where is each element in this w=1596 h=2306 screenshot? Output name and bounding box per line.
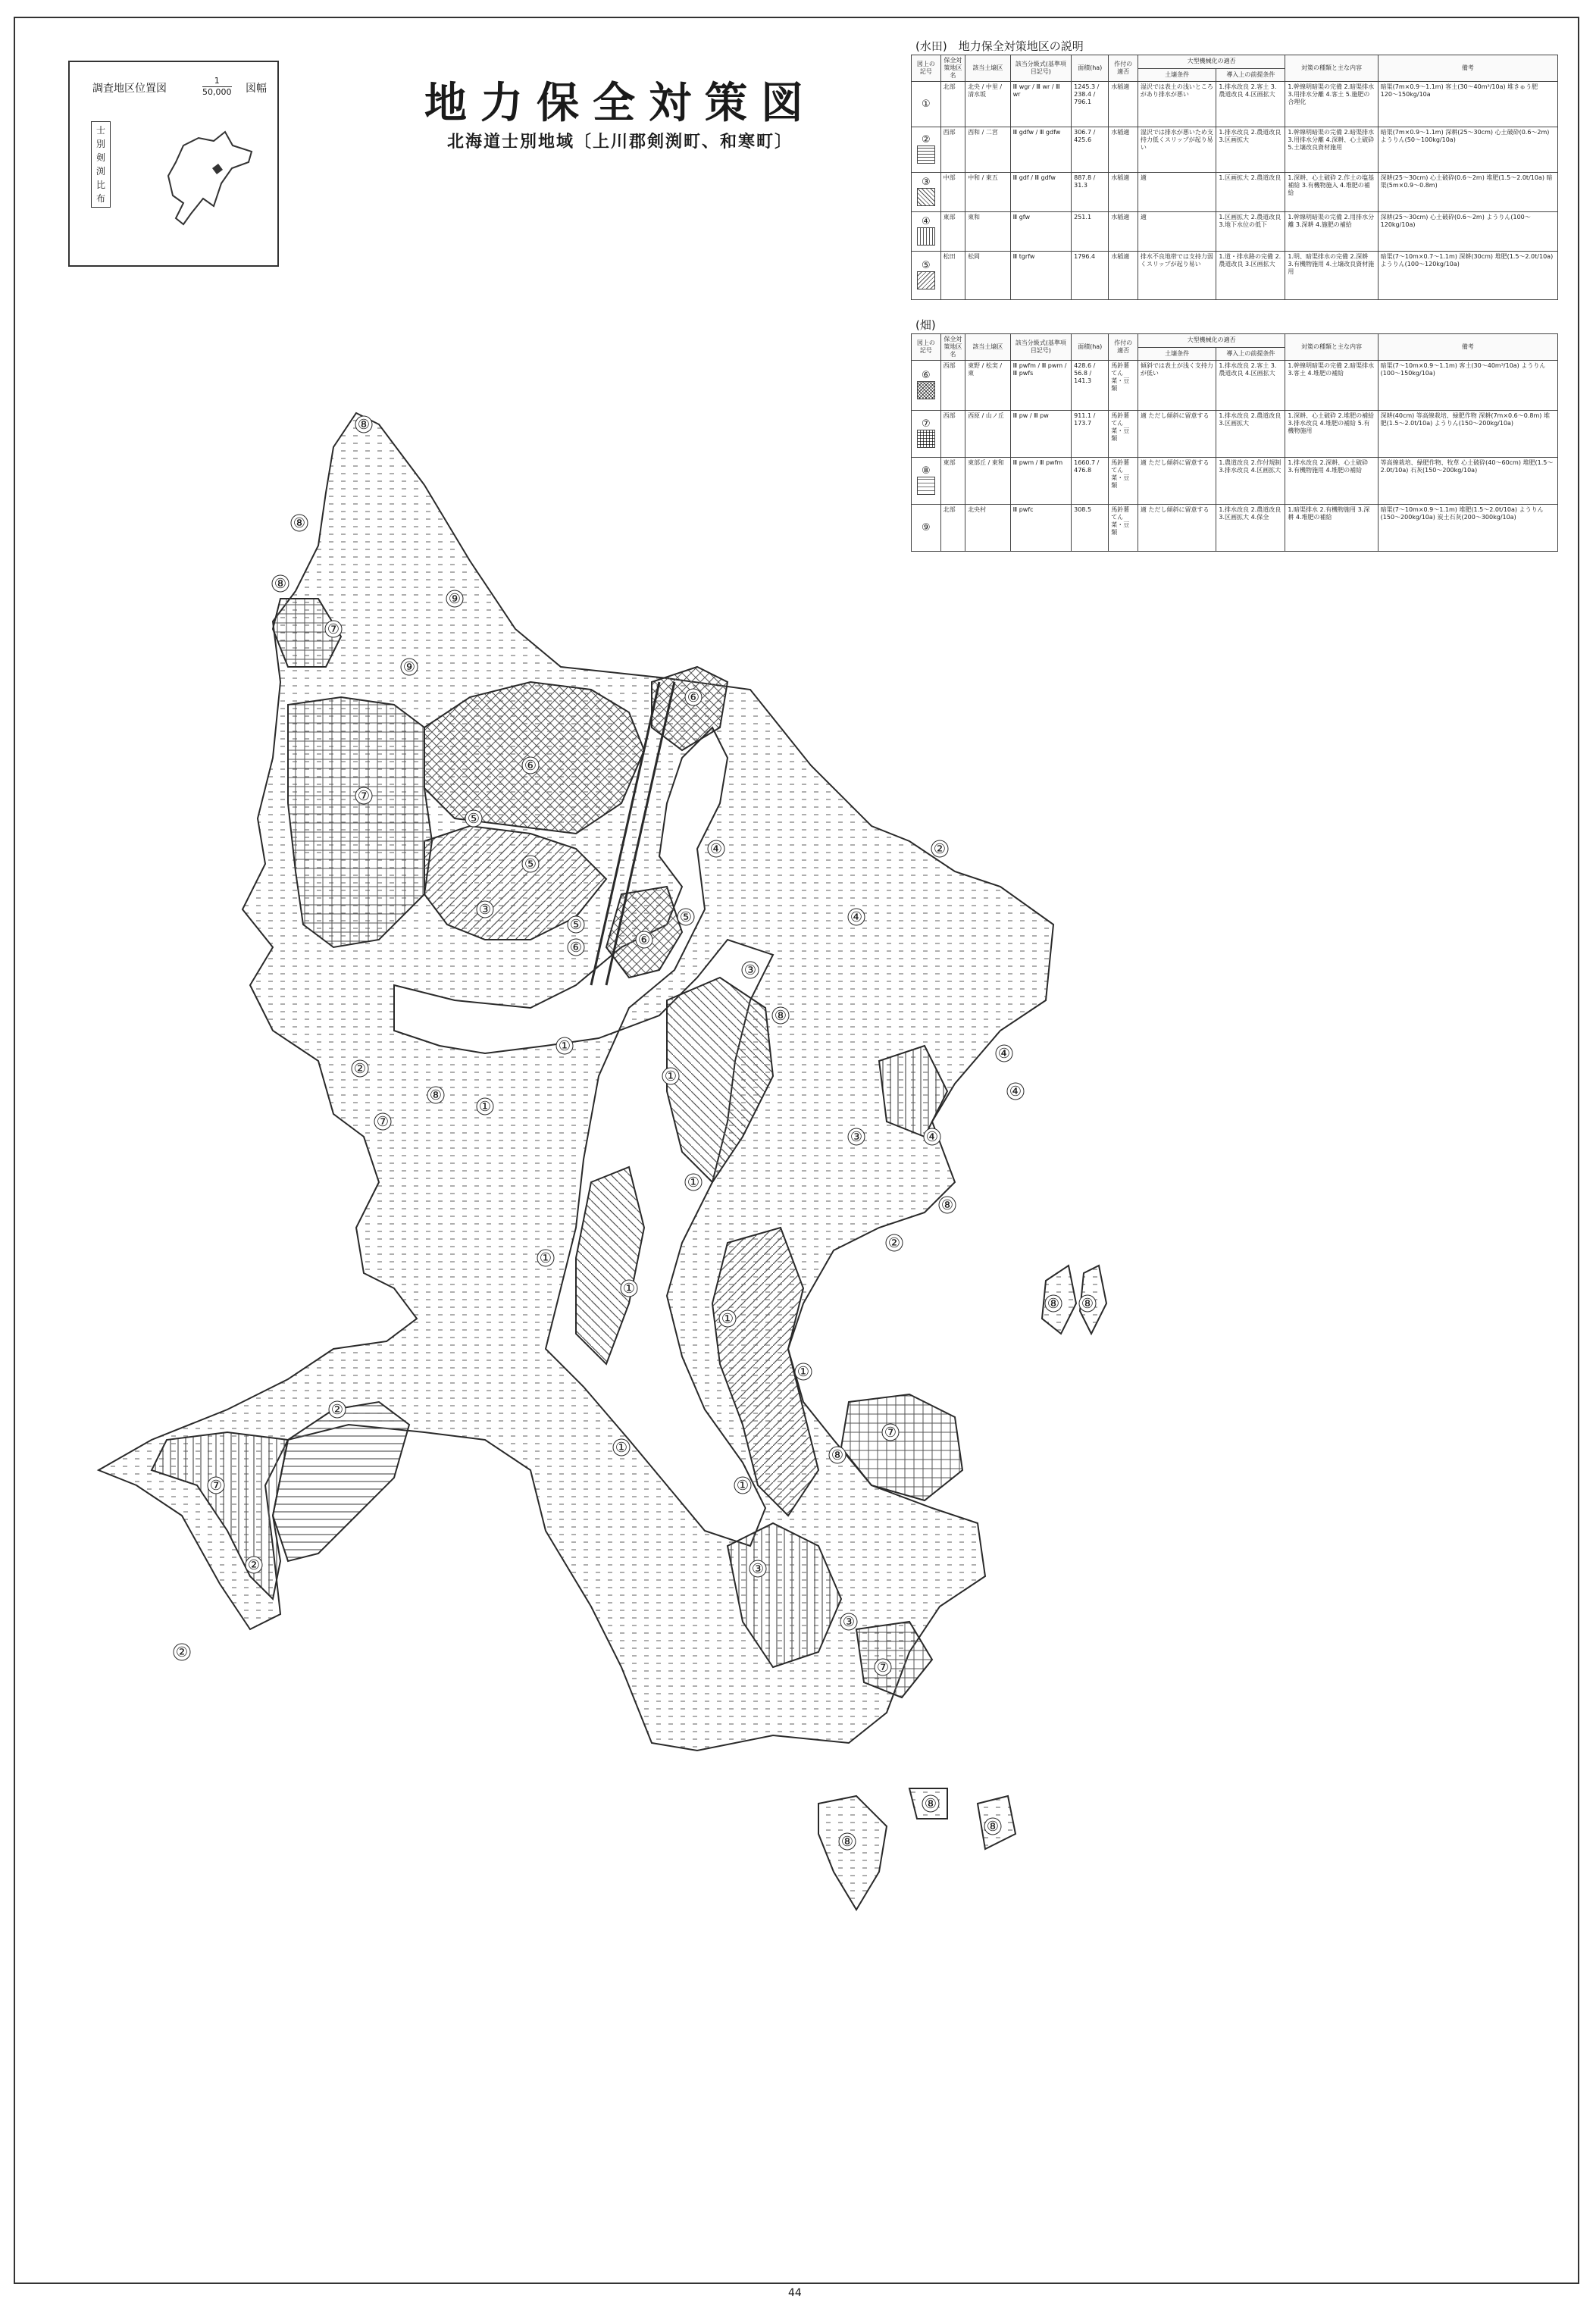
col-header: 該当土壌区 — [965, 334, 1011, 361]
map-zone-label: ⑧ — [940, 1197, 954, 1213]
map-zone-label: ⑨ — [402, 659, 416, 675]
cell: 等高線栽培、緑肥作物、牧草 心土破砕(40〜60cm) 堆肥(1.5〜2.0t/10a) 石灰(150〜200kg/10a) — [1378, 458, 1557, 505]
col-header: 保全対策地区名 — [940, 55, 965, 82]
cell: 水稲適 — [1109, 252, 1138, 300]
cell: 馬鈴薯てん菜・豆類 — [1109, 458, 1138, 505]
cell: 適 ただし傾斜に留意する — [1138, 458, 1216, 505]
cell: 東部 — [940, 212, 965, 252]
cell: 1796.4 — [1072, 252, 1109, 300]
cell: 水稲適 — [1109, 212, 1138, 252]
map-zone-label: ⑧ — [840, 1834, 854, 1850]
map-zone-label: ① — [539, 1250, 552, 1266]
cell: 湿沢では表土の浅いところがあり排水が悪い — [1138, 82, 1216, 127]
cell: Ⅲ gdfw / Ⅲ gdfw — [1010, 127, 1071, 173]
map-zone-label: ② — [247, 1557, 261, 1573]
map-zone-label: ⑦ — [209, 1478, 223, 1494]
cell: 西和 / 二宮 — [965, 127, 1011, 173]
cell: 1.幹線明暗渠の完備 2.暗渠排水 3.用排水分離 4.客土 5.施肥の合理化 — [1285, 82, 1378, 127]
col-header: 該当土壌区 — [965, 55, 1011, 82]
symbol-number: ⑦ — [922, 418, 931, 430]
map-zone-label: ① — [622, 1281, 636, 1297]
cell: Ⅲ gdf / Ⅲ gdfw — [1010, 173, 1071, 212]
map-zone-label: ② — [330, 1402, 344, 1418]
cell: 東野 / 松実 / 東 — [965, 361, 1011, 411]
col-header: 作付の適否 — [1109, 55, 1138, 82]
map-zone-label: ⑧ — [774, 1008, 787, 1024]
map-zone-label: ⑤ — [467, 811, 480, 827]
inset-key-label: 渕 — [95, 166, 105, 177]
map-zone-label: ⑧ — [831, 1447, 844, 1463]
cell: 深耕(25〜30cm) 心土破砕(0.6〜2m) 堆肥(1.5〜2.0t/10a) 暗渠(5m×0.9〜0.8m) — [1378, 173, 1557, 212]
map-zone-label: ⑦ — [876, 1660, 890, 1676]
map-zone-label: ⑧ — [293, 515, 306, 531]
cell: 1.明、暗渠排水の完備 2.深耕 3.有機物施用 4.土壌改良資材施用 — [1285, 252, 1378, 300]
cell: 暗渠(7〜10m×0.9〜1.1m) 堆肥(1.5〜2.0t/10a) ようりん(150〜200kg/10a) 炭土石灰(200〜300kg/10a) — [1378, 505, 1557, 552]
map-zone-label: ① — [558, 1038, 571, 1054]
cell: 西部 — [940, 127, 965, 173]
scale-denominator: 50,000 — [202, 87, 232, 97]
inset-key-label: 比 — [95, 180, 105, 190]
inset-key-label: 剣 — [95, 152, 105, 163]
map-zone-label: ⑧ — [924, 1796, 937, 1812]
cell: 西原 / 山ノ丘 — [965, 411, 1011, 458]
cell: 適 ただし傾斜に留意する — [1138, 505, 1216, 552]
cell: 1.深耕、心土破砕 2.作土の塩基補給 3.有機物施入 4.堆肥の補給 — [1285, 173, 1378, 212]
cell: 1.排水改良 2.農道改良 3.区画拡大 4.保全 — [1216, 505, 1285, 552]
map-zone-label: ③ — [743, 962, 757, 978]
col-header: 土壌条件 — [1138, 68, 1216, 82]
cell: 東部 — [940, 458, 965, 505]
cell: 東和 — [965, 212, 1011, 252]
col-header: 図上の記号 — [912, 334, 941, 361]
cell: 428.6 / 56.8 / 141.3 — [1072, 361, 1109, 411]
cell: Ⅲ pwm / Ⅲ pwfm — [1010, 458, 1071, 505]
cell: 西部 — [940, 411, 965, 458]
symbol-number: ⑨ — [922, 521, 931, 533]
symbol-number: ③ — [922, 176, 931, 188]
cell: 1.道・排水路の完備 2.農道改良 3.区画拡大 — [1216, 252, 1285, 300]
cell: 水稲適 — [1109, 127, 1138, 173]
map-zone-label: ⑥ — [637, 932, 651, 948]
col-header: 保全対策地区名 — [940, 334, 965, 361]
cell: 深耕(40cm) 等高線栽培、緑肥作物 深耕(7m×0.6〜0.8m) 堆肥(1.5〜2.0t/10a) ようりん(150〜200kg/10a) — [1378, 411, 1557, 458]
cell: 1.区画拡大 2.農道改良 3.地下水位の低下 — [1216, 212, 1285, 252]
cell: 西部 — [940, 361, 965, 411]
map-zone-label: ③ — [478, 902, 492, 918]
cell: 1.区画拡大 2.農道改良 — [1216, 173, 1285, 212]
cell: 1660.7 / 476.8 — [1072, 458, 1109, 505]
map-title: 地力保全対策図 — [424, 78, 817, 128]
inset-unit: 図幅 — [246, 83, 267, 95]
col-group-header: 大型機械化の適否 — [1138, 334, 1285, 348]
cell: 馬鈴薯てん菜・豆類 — [1109, 505, 1138, 552]
cell: 馬鈴薯てん菜・豆類 — [1109, 411, 1138, 458]
cell: 適 — [1138, 173, 1216, 212]
col-header: 面積(ha) — [1072, 334, 1109, 361]
col-header: 対策の種類と主な内容 — [1285, 334, 1378, 361]
cell: 北央 / 中里 / 清水坂 — [965, 82, 1011, 127]
cell: 深耕(25〜30cm) 心土破砕(0.6〜2m) ようりん(100〜120kg/10a) — [1378, 212, 1557, 252]
col-header: 作付の適否 — [1109, 334, 1138, 361]
cell: 911.1 / 173.7 — [1072, 411, 1109, 458]
page-number: 44 — [788, 2287, 802, 2299]
map-zone-label: ② — [887, 1235, 901, 1251]
map-zone-label: ⑦ — [327, 621, 340, 637]
inset-key-label: 士 — [95, 125, 105, 136]
map-zone-label: ③ — [751, 1561, 765, 1577]
cell: 湿沢では排水が悪いため支持力低くスリップが起り易い — [1138, 127, 1216, 173]
map-zone-label: ⑦ — [884, 1425, 897, 1441]
cell: 北部 — [940, 505, 965, 552]
cell: 1.排水改良 2.客土 3.農道改良 4.区画拡大 — [1216, 361, 1285, 411]
cell: 1.暗渠排水 2.有機物施用 3.深耕 4.堆肥の補給 — [1285, 505, 1378, 552]
col-header: 備考 — [1378, 334, 1557, 361]
cell: 松田 — [940, 252, 965, 300]
cell: 251.1 — [1072, 212, 1109, 252]
cell: Ⅲ pwfm / Ⅲ pwm / Ⅲ pwfs — [1010, 361, 1071, 411]
cell: 北央村 — [965, 505, 1011, 552]
paddy-legend-caption: (水田) 地力保全対策地区の説明 — [915, 39, 1084, 53]
symbol-number: ⑤ — [922, 259, 931, 271]
map-zone-label: ② — [933, 841, 947, 857]
col-header: 面積(ha) — [1072, 55, 1109, 82]
cell: 暗渠(7〜10m×0.7〜1.1m) 深耕(30cm) 堆肥(1.5〜2.0t/10a) ようりん(100〜120kg/10a) — [1378, 252, 1557, 300]
map-zone-label: ① — [796, 1364, 810, 1380]
cell: 1.排水改良 2.農道改良 3.区画拡大 — [1216, 411, 1285, 458]
map-zone-label: ⑧ — [429, 1087, 443, 1103]
cell: 北部 — [940, 82, 965, 127]
map-zone-label: ⑨ — [448, 591, 462, 607]
map-zone-label: ① — [736, 1478, 749, 1494]
col-header: 該当分級式(基準項目記号) — [1010, 334, 1071, 361]
col-header: 図上の記号 — [912, 55, 941, 82]
map-zone-label: ⑧ — [986, 1819, 1000, 1835]
cell: 暗渠(7m×0.9〜1.1m) 深耕(25〜30cm) 心土破砕(0.6〜2m) ようりん(50〜100kg/10a) — [1378, 127, 1557, 173]
cell: 306.7 / 425.6 — [1072, 127, 1109, 173]
cell: 1.農道改良 2.作付規制 3.排水改良 4.区画拡大 — [1216, 458, 1285, 505]
map-zone-label: ⑦ — [357, 788, 371, 804]
map-region-zone-8 — [818, 1796, 887, 1910]
map-zone-label: ⑧ — [274, 576, 287, 592]
cell: 馬鈴薯てん菜・豆類 — [1109, 361, 1138, 411]
inset-title: 調査地区位置図 — [92, 83, 167, 95]
cell: 1.排水改良 2.客土 3.農道改良 4.区画拡大 — [1216, 82, 1285, 127]
cell: Ⅲ pwfc — [1010, 505, 1071, 552]
cell: 暗渠(7〜10m×0.9〜1.1m) 客土(30〜40m³/10a) ようりん(100〜150kg/10a) — [1378, 361, 1557, 411]
map-zone-label: ④ — [850, 909, 863, 925]
symbol-number: ④ — [922, 215, 931, 227]
map-zone-label: ⑤ — [569, 917, 583, 933]
cell: 1.幹線明暗渠の完備 2.暗渠排水 3.用排水分離 4.深耕、心土破砕 5.土壌改良資材施用 — [1285, 127, 1378, 173]
map-zone-label: ⑥ — [524, 758, 537, 774]
cell: 水稲適 — [1109, 82, 1138, 127]
symbol-number: ⑥ — [922, 369, 931, 381]
map-zone-label: ⑥ — [687, 690, 700, 706]
upland-legend-caption: (畑) — [915, 318, 936, 332]
map-zone-label: ④ — [925, 1129, 939, 1145]
cell: 1.幹線明暗渠の完備 2.用排水分離 3.深耕 4.施肥の補給 — [1285, 212, 1378, 252]
cell: 308.5 — [1072, 505, 1109, 552]
cell: 中和 / 東五 — [965, 173, 1011, 212]
map-zone-label: ⑥ — [569, 940, 583, 956]
cell: 1.幹線明暗渠の完備 2.暗渠排水 3.客土 4.堆肥の補給 — [1285, 361, 1378, 411]
map-zone-label: ⑧ — [1081, 1296, 1094, 1312]
cell: 東部丘 / 東和 — [965, 458, 1011, 505]
map-zone-label: ③ — [842, 1614, 856, 1630]
cell: 887.8 / 31.3 — [1072, 173, 1109, 212]
cell: 1.深耕、心土破砕 2.堆肥の補給 3.排水改良 4.堆肥の補給 5.有機物施用 — [1285, 411, 1378, 458]
map-zone-label: ⑦ — [376, 1114, 390, 1130]
map-zone-label: ⑤ — [524, 856, 537, 872]
col-header: 備考 — [1378, 55, 1557, 82]
map-zone-label: ① — [615, 1440, 628, 1456]
cell: 松岡 — [965, 252, 1011, 300]
col-header: 対策の種類と主な内容 — [1285, 55, 1378, 82]
map-zone-label: ⑧ — [357, 417, 371, 433]
map-zone-label: ③ — [850, 1129, 863, 1145]
cell: 1245.3 / 238.4 / 796.1 — [1072, 82, 1109, 127]
map-zone-label: ④ — [709, 841, 723, 857]
map-zone-label: ④ — [997, 1046, 1011, 1062]
map-zone-label: ⑧ — [1047, 1296, 1060, 1312]
map-zone-label: ① — [664, 1069, 678, 1084]
scale-numerator: 1 — [214, 76, 220, 86]
cell: 1.排水改良 2.深耕、心土破砕 3.有機物施用 4.堆肥の補給 — [1285, 458, 1378, 505]
cell: Ⅲ tgrfw — [1010, 252, 1071, 300]
map-zone-label: ② — [175, 1644, 189, 1660]
cell: 水稲適 — [1109, 173, 1138, 212]
cell: 傾斜では表土が浅く支持力が低い — [1138, 361, 1216, 411]
inset-key-label: 布 — [95, 193, 105, 204]
inset-key-label: 別 — [95, 139, 105, 149]
cell: Ⅲ pw / Ⅲ pw — [1010, 411, 1071, 458]
col-header: 導入上の前提条件 — [1216, 68, 1285, 82]
cell: Ⅲ gfw — [1010, 212, 1071, 252]
symbol-number: ① — [922, 98, 931, 110]
cell: 1.排水改良 2.農道改良 3.区画拡大 — [1216, 127, 1285, 173]
cell: 適 — [1138, 212, 1216, 252]
col-header: 該当分級式(基準項目記号) — [1010, 55, 1071, 82]
map-zone-label: ② — [353, 1061, 367, 1077]
cell: 排水不良地帯では支持力弱くスリップが起り易い — [1138, 252, 1216, 300]
cell: 暗渠(7m×0.9〜1.1m) 客土(30〜40m³/10a) 堆きゅう肥 120〜150kg/10a — [1378, 82, 1557, 127]
map-zone-label: ④ — [1009, 1084, 1022, 1100]
map-zone-label: ① — [721, 1311, 734, 1327]
col-header: 土壌条件 — [1138, 347, 1216, 361]
col-header: 導入上の前提条件 — [1216, 347, 1285, 361]
symbol-number: ⑧ — [922, 465, 931, 477]
cell: 中部 — [940, 173, 965, 212]
map-zone-label: ① — [687, 1175, 700, 1191]
col-group-header: 大型機械化の適否 — [1138, 55, 1285, 69]
map-subtitle: 北海道士別地域〔上川郡剣渕町、和寒町〕 — [447, 133, 793, 152]
symbol-number: ② — [922, 133, 931, 145]
cell: Ⅲ wgr / Ⅲ wr / Ⅲ wr — [1010, 82, 1071, 127]
map-zone-label: ① — [478, 1099, 492, 1115]
map-zone-label: ⑤ — [679, 909, 693, 925]
cell: 適 ただし傾斜に留意する — [1138, 411, 1216, 458]
